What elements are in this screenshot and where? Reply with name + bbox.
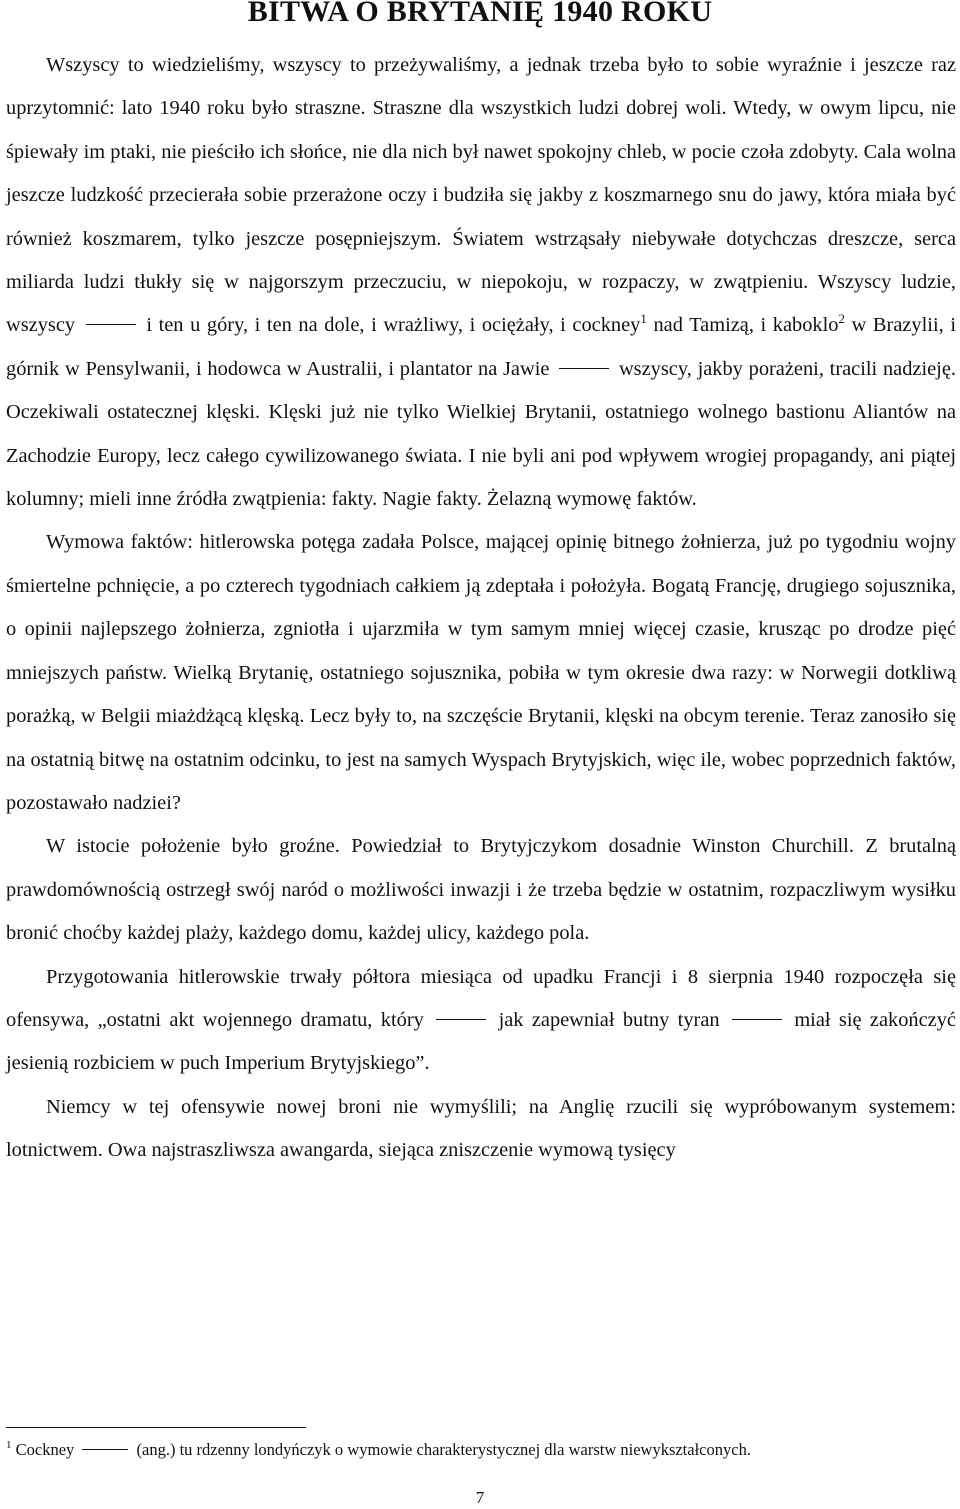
footnote-separator (6, 1427, 306, 1428)
paragraph-1-part-e: wszyscy, jakby porażeni, tracili nadzieję. Oczekiwali ostatecznej klęski. Klęski już nie tylko Wielkiej Brytanii, ostatniego wolnego bastionu Aliantów na Zachodzie Europy, lecz całego cywilizowanego świata. I nie byli ani pod wpływem wrogiej propagandy, ani piątej kolumny; mieli inne źródła zwątpienia: fakty. Nagie fakty. Żelazną wymowę faktów. (6, 357, 956, 511)
page-title: BITWA O BRYTANIĘ 1940 ROKU (247, 0, 713, 28)
footnote-term: Cockney (15, 1440, 75, 1459)
paragraph-1-part-b: i ten u góry, i ten na dole, i wrażliwy, i ociężały, i cockney (146, 314, 641, 337)
em-dash (82, 1449, 128, 1450)
paragraph-4-part-c: miał się zakończyć jesienią rozbiciem w puch Imperium Brytyjskiego”. (6, 1008, 956, 1075)
em-dash (732, 1019, 782, 1020)
em-dash (86, 324, 136, 325)
footnote-reference-2: 2 (838, 311, 845, 327)
footnote-1 (6, 1436, 956, 1464)
paragraph-5: Niemcy w tej ofensywie nowej broni nie wymyślili; na Anglię rzucili się wypróbowanym systemem: lotnictwem. Owa najstraszliwsza awangarda, siejąca zniszczenie wymową tysięcy (6, 1095, 956, 1162)
body-text (6, 44, 956, 1173)
paragraph-4-part-b: jak zapewniał butny tyran (498, 1008, 720, 1031)
paragraph-1-part-a: Wszyscy to wiedzieliśmy, wszyscy to przeżywaliśmy, a jednak trzeba było to sobie wyraźnie i jeszcze raz uprzytomnić: lato 1940 roku było straszne. Straszne dla wszystkich ludzi dobrej woli. Wtedy, w owym lipcu, nie śpiewały im ptaki, nie pieściło ich słońce, nie dla nich był nawet spokojny chleb, w pocie czoła zdobyty. Cala wolna jeszcze ludzkość przecierała sobie przerażone oczy i budziła się jakby z koszmarnego snu do jawy, która miała być również koszmarem, tylko jeszcze posępniejszym. Światem wstrząsały niebywałe dotychczas dreszcze, serca miliarda ludzi tłukły się w najgorszym przeczuciu, w niepokoju, w rozpaczy, w zwątpieniu. Wszyscy ludzie, wszyscy (6, 54, 956, 337)
paragraph-2: Wymowa faktów: hitlerowska potęga zadała Polsce, mającej opinię bitnego żołnierza, już po tygodniu wojny śmiertelne pchnięcie, a po czterech tygodniach całkiem ją zdeptała i położyła. Bogatą Francję, drugiego sojusznika, o opinii najlepszego żołnierza, zgniotła i ujarzmiła w tym samym mniej więcej czasie, krusząc po drodze pięć mniejszych państw. Wielką Brytanię, ostatniego sojusznika, pobiła w tym okresie dwa razy: w Norwegii dotkliwą porażką, w Belgii miażdżącą klęską. Lecz były to, na szczęście Brytanii, klęski na obcym terenie. Teraz zanosiło się na ostatnią bitwę na ostatnim odcinku, to jest na samych Wyspach Brytyjskich, więc ile, wobec poprzednich faktów, pozostawało nadziei? (6, 531, 956, 814)
paragraph-4 (6, 956, 956, 1086)
footnote-definition: (ang.) tu rdzenny londyńczyk o wymowie charakterystycznej dla warstw niewykształconych. (136, 1440, 751, 1459)
em-dash (559, 368, 609, 369)
paragraph-3: W istocie położenie było groźne. Powiedział to Brytyjczykom dosadnie Winston Churchill. Z brutalną prawdomównością ostrzegł swój naród o możliwości inwazji i że trzeba będzie w ostatnim, rozpaczliwym wysiłku bronić choćby każdej plaży, każdego domu, każdej ulicy, każdego pola. (6, 835, 956, 945)
paragraph-1-part-d: w Brazylii, i górnik w Pensylwanii, i hodowca w Australii, i plantator na Jawie (6, 314, 956, 380)
paragraph-1-part-c: nad Tamizą, i kaboklo (653, 314, 839, 337)
em-dash (436, 1019, 486, 1020)
footnote-marker: 1 (6, 1439, 12, 1451)
footnote-reference-1: 1 (640, 311, 647, 327)
paragraph-1 (6, 44, 956, 521)
paragraph-4-part-a: Przygotowania hitlerowskie trwały półtora miesiąca od upadku Francji i 8 sierpnia 1940 rozpoczęła się ofensywa, „ostatni akt wojennego dramatu, który (6, 965, 956, 1031)
page-number: 7 (475, 1488, 485, 1507)
